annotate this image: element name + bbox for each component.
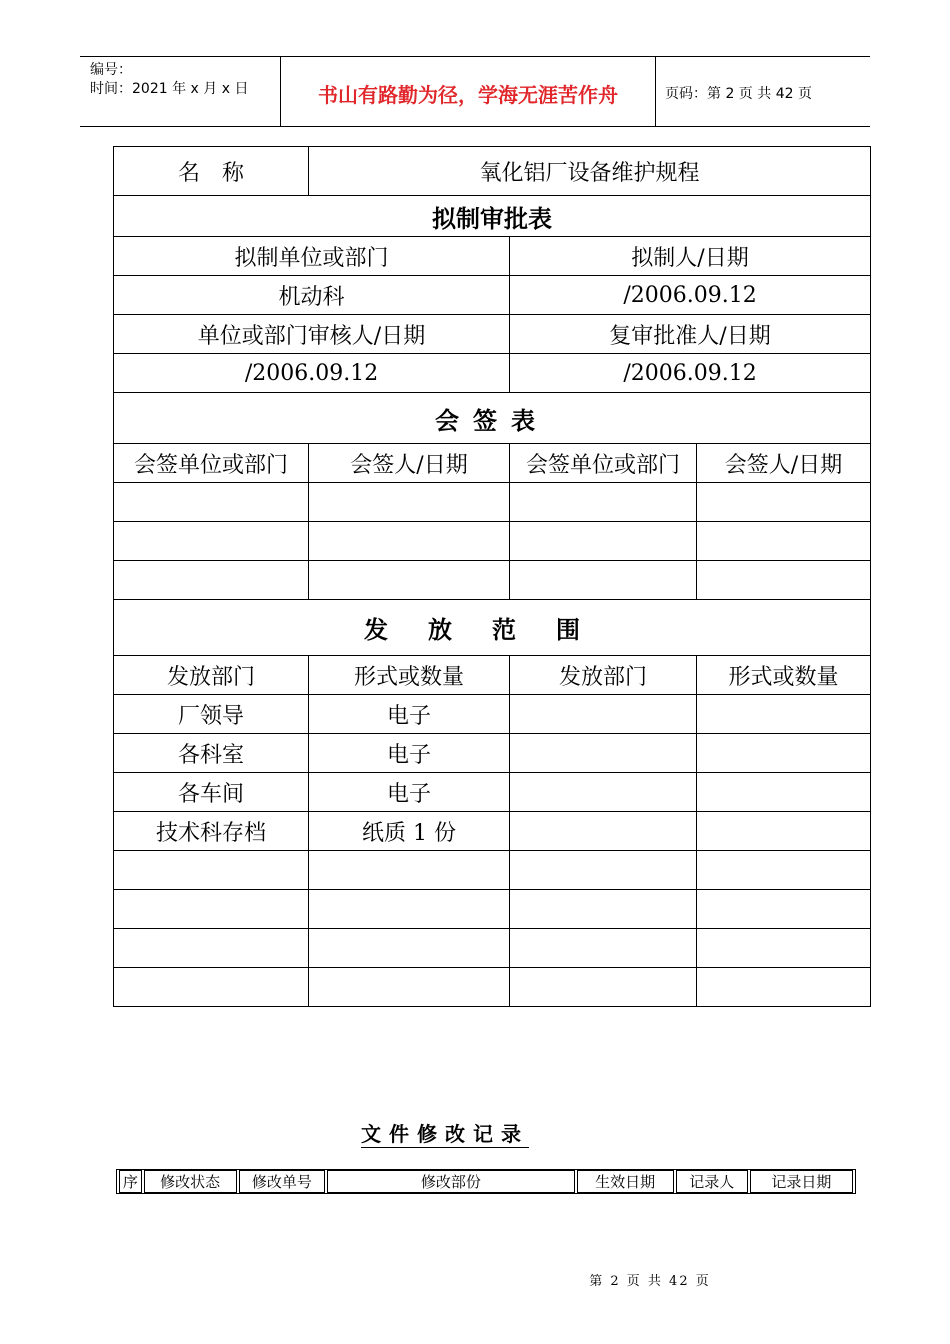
- table-header-cell: [510, 444, 697, 483]
- header-divider: [655, 57, 656, 126]
- table-header-cell: [309, 444, 510, 483]
- name-value-cell: [309, 147, 871, 196]
- empty-cell: [114, 483, 309, 522]
- revision-header-cell: [239, 1170, 326, 1193]
- empty-cell: [697, 968, 871, 1007]
- drafter-label: 拟制人/日期: [631, 245, 749, 271]
- empty-cell: [697, 773, 871, 812]
- dept-value: 技术科存档: [155, 820, 266, 846]
- table-row: [114, 315, 871, 354]
- empty-cell: [510, 522, 697, 561]
- approval-title-cell: [114, 196, 871, 237]
- table-row: [114, 561, 871, 600]
- empty-cell: [510, 929, 697, 968]
- distribution-title: 发放范围: [364, 616, 620, 644]
- empty-cell: [309, 851, 510, 890]
- countersign-header: 会签人/日期: [724, 452, 843, 478]
- empty-cell: [309, 561, 510, 600]
- doc-number-label: 编号：: [90, 62, 132, 78]
- reviewer-value-cell: [114, 354, 510, 393]
- form-cell: [309, 695, 510, 734]
- approver-value: /2006.09.12: [623, 360, 757, 386]
- document-name: 氧化铝厂设备维护规程: [479, 160, 700, 186]
- revision-header: 修改单号: [251, 1173, 312, 1191]
- header-page-info: 页码：第 2 页 共 42 页: [665, 86, 812, 102]
- empty-cell: [114, 851, 309, 890]
- form-value: 电子: [386, 703, 431, 729]
- table-row: [114, 276, 871, 315]
- drafter-value-cell: [510, 276, 871, 315]
- form-value: 纸质 1 份: [362, 820, 456, 846]
- form-value: 电子: [386, 742, 431, 768]
- revision-header-cell: [676, 1170, 748, 1193]
- empty-cell: [510, 812, 697, 851]
- revision-header-cell: [327, 1170, 575, 1193]
- empty-cell: [510, 695, 697, 734]
- dept-value: 各科室: [177, 742, 244, 768]
- empty-cell: [114, 968, 309, 1007]
- dept-cell: [114, 812, 309, 851]
- table-row: [114, 147, 871, 196]
- approval-table: [113, 146, 871, 1007]
- approver-value-cell: [510, 354, 871, 393]
- table-row: [114, 354, 871, 393]
- revision-header: 修改部份: [420, 1173, 481, 1191]
- table-row: [114, 734, 871, 773]
- revision-header: 记录日期: [771, 1173, 832, 1191]
- form-cell: [309, 812, 510, 851]
- empty-cell: [697, 695, 871, 734]
- empty-cell: [697, 851, 871, 890]
- table-row: [114, 929, 871, 968]
- distribution-header: 发放部门: [558, 664, 647, 690]
- table-row: [114, 393, 871, 444]
- form-cell: [309, 734, 510, 773]
- empty-cell: [697, 812, 871, 851]
- empty-cell: [114, 522, 309, 561]
- table-row: [114, 522, 871, 561]
- table-row: [114, 444, 871, 483]
- empty-cell: [510, 968, 697, 1007]
- dept-value: 厂领导: [177, 703, 244, 729]
- dept-cell: [114, 695, 309, 734]
- header-motto: 书山有路勤为径，学海无涯苦作舟: [318, 83, 618, 107]
- name-label-cell: [114, 147, 309, 196]
- empty-cell: [114, 890, 309, 929]
- revision-table: [116, 1169, 856, 1194]
- page-header: [80, 56, 870, 127]
- empty-cell: [697, 734, 871, 773]
- empty-cell: [510, 561, 697, 600]
- revision-header: 生效日期: [595, 1173, 656, 1191]
- revision-title-text: 文件修改记录: [361, 1122, 529, 1146]
- draft-unit-label: 拟制单位或部门: [234, 245, 389, 271]
- empty-cell: [697, 561, 871, 600]
- empty-cell: [510, 773, 697, 812]
- countersign-header: 会签单位或部门: [525, 452, 680, 478]
- dept-cell: [114, 734, 309, 773]
- draft-unit-label-cell: [114, 237, 510, 276]
- table-row: [114, 196, 871, 237]
- revision-header-cell: [119, 1170, 142, 1193]
- revision-header: 记录人: [689, 1173, 735, 1191]
- table-row: [114, 890, 871, 929]
- table-header-cell: [114, 656, 309, 695]
- distribution-header: 形式或数量: [353, 664, 464, 690]
- empty-cell: [510, 851, 697, 890]
- doc-time-label: 时间：2021 年 x 月 x 日: [90, 81, 249, 97]
- empty-cell: [697, 483, 871, 522]
- countersign-header: 会签人/日期: [350, 452, 468, 478]
- revision-header-cell: [144, 1170, 237, 1193]
- revision-header-cell: [750, 1170, 853, 1193]
- table-row: [119, 1170, 853, 1193]
- table-row: [114, 812, 871, 851]
- table-row: [114, 483, 871, 522]
- table-row: [114, 851, 871, 890]
- table-row: [114, 656, 871, 695]
- empty-cell: [309, 483, 510, 522]
- empty-cell: [697, 929, 871, 968]
- empty-cell: [697, 522, 871, 561]
- dept-cell: [114, 773, 309, 812]
- table-row: [114, 237, 871, 276]
- empty-cell: [309, 890, 510, 929]
- approver-label: 复审批准人/日期: [609, 323, 771, 349]
- empty-cell: [309, 968, 510, 1007]
- header-meta: [90, 61, 248, 99]
- drafter-label-cell: [510, 237, 871, 276]
- revision-header: 修改状态: [160, 1173, 221, 1191]
- empty-cell: [510, 734, 697, 773]
- drafter-value: /2006.09.12: [623, 282, 757, 308]
- empty-cell: [697, 890, 871, 929]
- name-label: 名 称: [177, 160, 244, 186]
- table-row: [114, 968, 871, 1007]
- reviewer-label: 单位或部门审核人/日期: [197, 323, 426, 349]
- form-cell: [309, 773, 510, 812]
- form-value: 电子: [386, 781, 431, 807]
- table-header-cell: [697, 444, 871, 483]
- approver-label-cell: [510, 315, 871, 354]
- empty-cell: [114, 929, 309, 968]
- distribution-header: 发放部门: [166, 664, 255, 690]
- reviewer-label-cell: [114, 315, 510, 354]
- table-header-cell: [114, 444, 309, 483]
- distribution-title-cell: [114, 600, 871, 656]
- table-row: [114, 600, 871, 656]
- reviewer-value: /2006.09.12: [244, 360, 379, 386]
- revision-header-cell: [577, 1170, 674, 1193]
- table-header-cell: [309, 656, 510, 695]
- empty-cell: [309, 522, 510, 561]
- countersign-header: 会签单位或部门: [133, 452, 288, 478]
- empty-cell: [114, 561, 309, 600]
- dept-value: 各车间: [177, 781, 244, 807]
- empty-cell: [510, 483, 697, 522]
- empty-cell: [510, 890, 697, 929]
- draft-unit-value: 机动科: [278, 284, 345, 310]
- table-row: [114, 695, 871, 734]
- draft-unit-value-cell: [114, 276, 510, 315]
- empty-cell: [309, 929, 510, 968]
- countersign-title-cell: [114, 393, 871, 444]
- page-footer: 第 2 页 共 42 页: [589, 1274, 711, 1289]
- revision-title: [0, 1118, 890, 1147]
- table-header-cell: [697, 656, 871, 695]
- table-header-cell: [510, 656, 697, 695]
- distribution-header: 形式或数量: [728, 664, 839, 690]
- table-row: [114, 773, 871, 812]
- countersign-title: 会签表: [435, 406, 549, 435]
- revision-header: 序: [122, 1173, 138, 1191]
- approval-title: 拟制审批表: [432, 204, 552, 233]
